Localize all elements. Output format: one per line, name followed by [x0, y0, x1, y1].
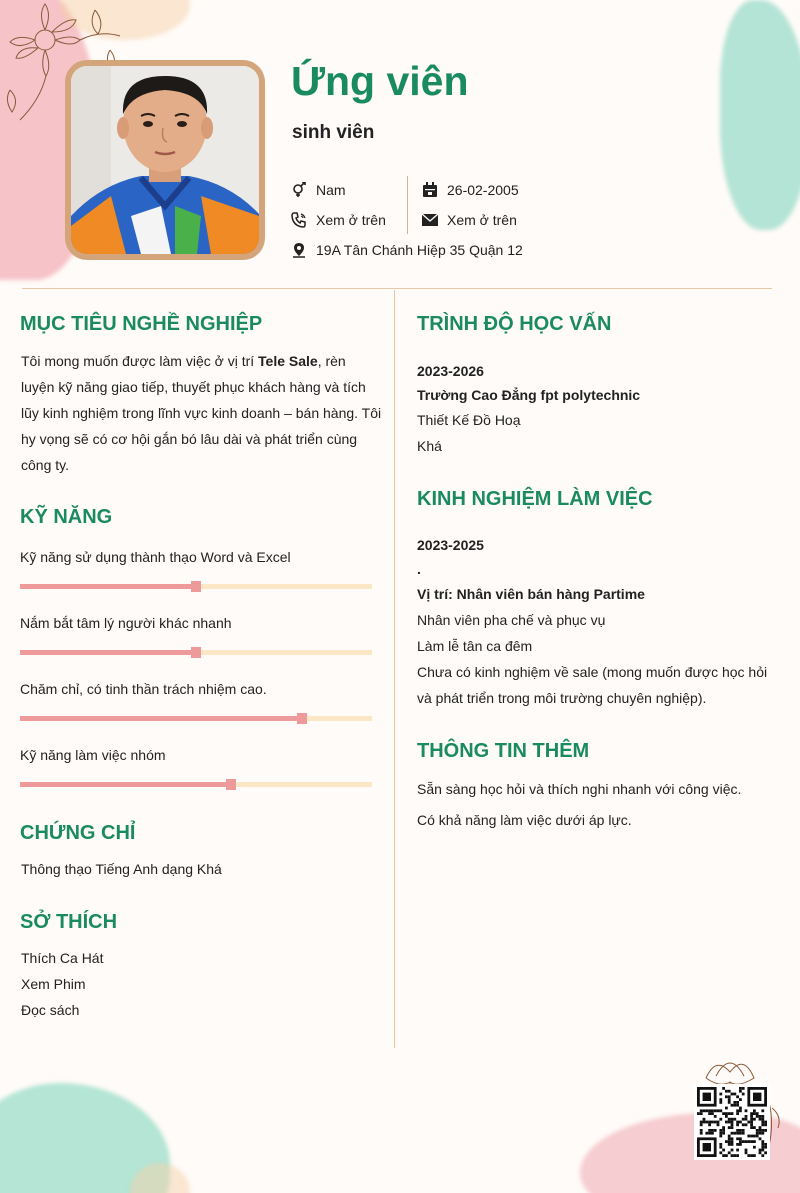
avatar: [71, 66, 259, 254]
avatar-portrait-icon: [71, 66, 259, 254]
additional-info-line: Có khả năng làm việc dưới áp lực.: [417, 812, 632, 828]
experience-company: .: [417, 561, 421, 577]
skill-bar: [20, 584, 372, 589]
skills-heading: KỸ NĂNG: [20, 506, 113, 528]
skill-bar: [20, 716, 372, 721]
gender-icon: [290, 181, 308, 199]
qr-code: [694, 1084, 770, 1160]
skill-bar-fill: [20, 584, 196, 589]
hobbies-heading: SỞ THÍCH: [20, 911, 118, 933]
hobby-item: Đọc sách: [21, 1002, 80, 1018]
objective-highlight: Tele Sale: [258, 353, 318, 369]
objective-text: [21, 348, 383, 478]
experience-position: Vị trí: Nhân viên bán hàng Partime: [417, 586, 645, 602]
skill-bar-knob: [297, 713, 307, 724]
hobby-item: Thích Ca Hát: [21, 950, 104, 966]
info-divider: [407, 176, 408, 234]
phone-info: [290, 211, 386, 229]
hobby-item: Xem Phim: [21, 976, 86, 992]
candidate-title: sinh viên: [292, 122, 375, 143]
education-grade: Khá: [417, 438, 442, 454]
header-divider: [22, 288, 772, 289]
skill-bar-knob: [191, 647, 201, 658]
qr-code-icon: [697, 1087, 767, 1157]
experience-line: Chưa có kinh nghiệm về sale (mong muốn được học hỏi: [417, 664, 768, 680]
email-info: [421, 211, 517, 229]
skill-label: Chăm chỉ, có tinh thần trách nhiệm cao.: [20, 681, 267, 697]
candidate-name: Ứng viên: [291, 58, 469, 104]
birthdate-value: 26-02-2005: [447, 182, 519, 198]
calendar-icon: [421, 181, 439, 199]
skill-bar-fill: [20, 650, 196, 655]
gender-info: [290, 181, 346, 199]
skill-label: Nắm bắt tâm lý người khác nhanh: [20, 615, 232, 631]
phone-icon: [290, 211, 308, 229]
skill-label: Kỹ năng làm việc nhóm: [20, 747, 166, 763]
objective-heading: MỤC TIÊU NGHỀ NGHIỆP: [20, 313, 263, 335]
location-pin-icon: [290, 241, 308, 259]
additional-info-line: Sẵn sàng học hỏi và thích nghi nhanh với công việc.: [417, 781, 742, 797]
additional-info-heading: THÔNG TIN THÊM: [417, 740, 590, 762]
education-school: Trường Cao Đẳng fpt polytechnic: [417, 387, 641, 403]
skill-bar: [20, 782, 372, 787]
objective-text-part: Tôi mong muốn được làm việc ở vị trí: [21, 353, 259, 369]
experience-line: Nhân viên pha chế và phục vụ: [417, 612, 606, 628]
objective-text-part: , rèn luyện kỹ năng giao tiếp, thuyết phục khách hàng và tích lũy kinh nghiệm trong lĩnh vực kinh doanh – bán hàng. Tôi hy vọng sẽ có cơ hội gắn bó lâu dài và phát triển cùng công ty.: [21, 353, 382, 473]
experience-line: và phát triển trong môi trường chuyên nghiệp).: [417, 690, 707, 706]
skill-bar-knob: [191, 581, 201, 592]
education-period: 2023-2026: [417, 363, 484, 379]
watercolor-teal-top-right: [720, 0, 800, 230]
phone-value: Xem ở trên: [316, 212, 386, 228]
address-value: 19A Tân Chánh Hiệp 35 Quận 12: [316, 242, 523, 258]
avatar-frame: [65, 60, 265, 260]
experience-heading: KINH NGHIỆM LÀM VIỆC: [417, 488, 653, 510]
education-heading: TRÌNH ĐỘ HỌC VẤN: [417, 313, 612, 335]
skill-bar: [20, 650, 372, 655]
experience-period: 2023-2025: [417, 537, 484, 553]
address-info: [290, 241, 523, 259]
certificate-item: Thông thạo Tiếng Anh dạng Khá: [21, 861, 222, 877]
birthdate-info: [421, 181, 519, 199]
experience-line: Làm lễ tân ca đêm: [417, 638, 533, 654]
certificates-heading: CHỨNG CHỈ: [20, 822, 136, 844]
skill-label: Kỹ năng sử dụng thành thạo Word và Excel: [20, 549, 291, 565]
skill-bar-fill: [20, 782, 231, 787]
email-value: Xem ở trên: [447, 212, 517, 228]
skill-bar-knob: [226, 779, 236, 790]
envelope-icon: [421, 211, 439, 229]
skill-bar-fill: [20, 716, 302, 721]
education-major: Thiết Kế Đồ Hoạ: [417, 412, 521, 428]
column-divider: [394, 290, 395, 1048]
gender-value: Nam: [316, 182, 346, 198]
